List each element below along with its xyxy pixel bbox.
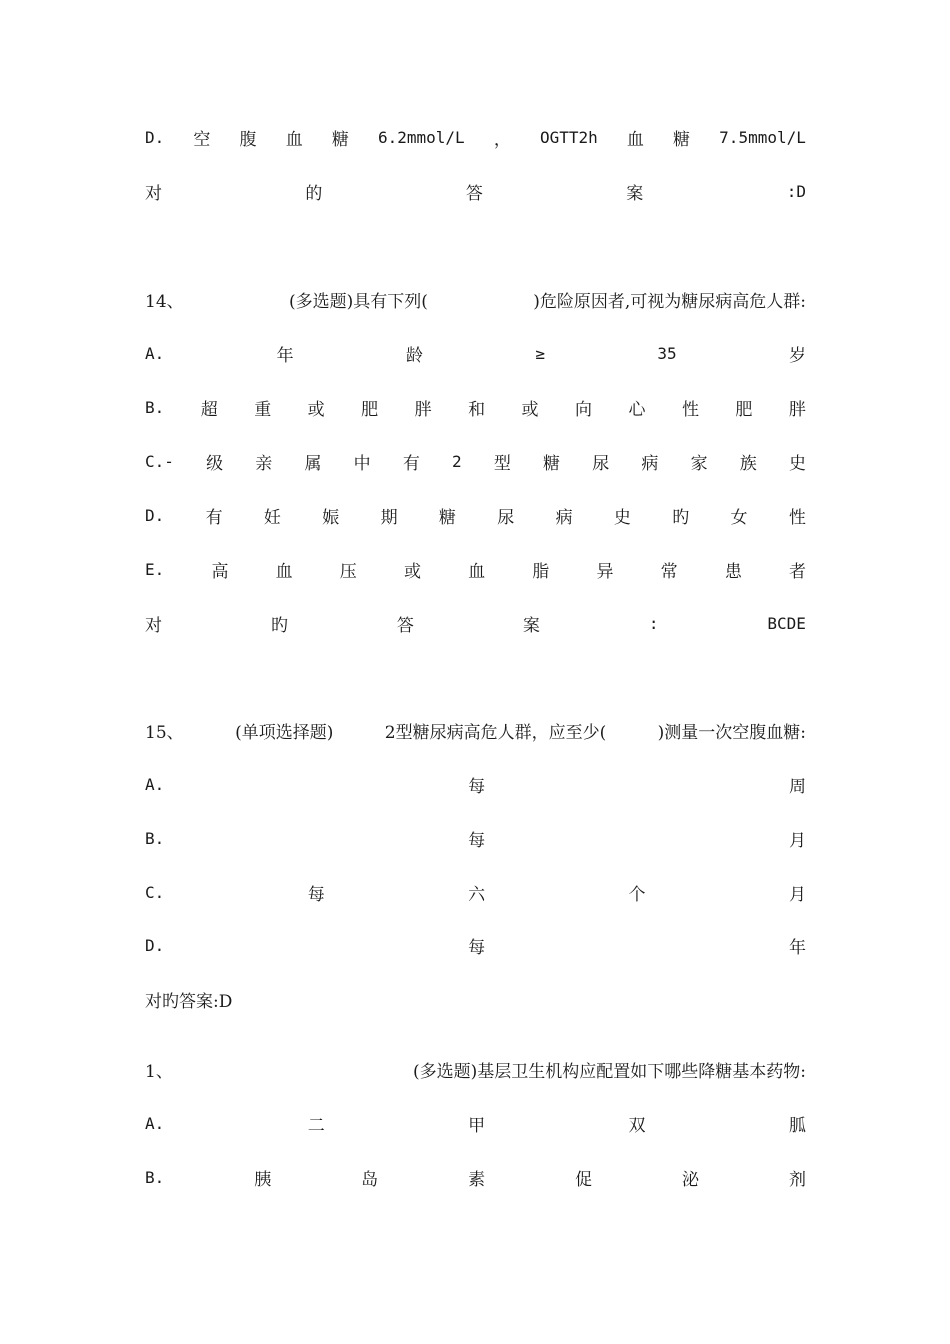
q14-optB-text: 超 (200, 399, 218, 420)
q14-optB-line (145, 395, 806, 419)
q15-stem-text: )测量一次空腹血糖: (657, 722, 806, 743)
q15-stem-line (145, 718, 806, 742)
q15-optB-text: B. (145, 828, 165, 848)
q1-optB-text: 素 (468, 1169, 486, 1190)
q13-optD-text: ， (493, 129, 511, 150)
q14-optE-text: E. (145, 559, 165, 579)
q1-stem-text: 1、 (145, 1061, 173, 1082)
q14-optB-text: 或 (307, 399, 325, 420)
q15-optD-text: D. (145, 935, 165, 955)
q15-optC-text: 个 (628, 884, 646, 905)
q14-optB-text: B. (145, 397, 165, 417)
q15-optA-text: 每 (468, 776, 486, 797)
q15-optD-text: 每 (468, 937, 486, 958)
q14-optB-text: 或 (521, 399, 539, 420)
q1-optB-text: 剂 (788, 1169, 806, 1190)
q13-optD-text: 腹 (239, 129, 257, 150)
q13-optD-text: D. (145, 127, 165, 147)
q1-optA-text: 甲 (468, 1115, 486, 1136)
q14-stem-line (145, 287, 806, 311)
q14-optE-text: 异 (596, 561, 614, 582)
q14-optD-line (145, 503, 806, 527)
q14-stem-text: )危险原因者,可视为糖尿病高危人群: (533, 291, 806, 312)
q14-optC-text: 2 (452, 451, 462, 471)
q15-stem-text: 15、 (145, 722, 184, 743)
q13-answer-text: 案 (626, 183, 644, 204)
q1-optB-text: 岛 (361, 1169, 379, 1190)
q1-optA-line (145, 1111, 806, 1135)
q14-optD-text: 性 (788, 507, 806, 528)
q13-optD-text: 7.5mmol/L (719, 127, 806, 147)
q15-optC-line (145, 880, 806, 904)
q15-optB-line (145, 826, 806, 850)
q15-optD-line (145, 933, 806, 957)
q14-optC-text: C.- (145, 451, 174, 471)
q14-answer-text: 对 (145, 615, 162, 636)
q14-optE-text: 常 (660, 561, 678, 582)
q1-optB-text: 泌 (682, 1169, 700, 1190)
q14-optB-text: 心 (628, 399, 646, 420)
q13-optD-text: OGTT2h (539, 127, 598, 147)
q14-optA-text: A. (145, 343, 165, 363)
q13-optD-text: 6.2mmol/L (377, 127, 465, 147)
q14-optE-text: 患 (724, 561, 742, 582)
q1-optB-line (145, 1165, 806, 1189)
q14-answer-text: BCDE (767, 613, 806, 633)
q1-optB-text: 促 (575, 1169, 593, 1190)
q14-answer-text: 旳 (270, 615, 288, 636)
q14-stem-text: 14、 (145, 291, 184, 312)
q14-optD-text: 女 (730, 507, 748, 528)
q14-answer-text: 案 (522, 615, 540, 636)
q15-optA-text: 周 (788, 776, 806, 797)
q15-optC-text: 每 (307, 884, 325, 905)
q1-optB-text: 胰 (254, 1169, 272, 1190)
q14-optD-text: 尿 (497, 507, 515, 528)
q14-optD-text: 有 (205, 507, 223, 528)
q15-optC-text: 六 (468, 884, 486, 905)
q14-optE-text: 血 (275, 561, 293, 582)
q13-answer-text: 的 (305, 183, 323, 204)
q13-optD-text: 血 (626, 129, 644, 150)
q14-answer-line (145, 611, 806, 635)
q14-optC-text: 有 (402, 453, 420, 474)
q14-optC-text: 级 (206, 453, 224, 474)
q14-stem-text: (多选题)具有下列( (288, 291, 428, 312)
q14-optC-text: 属 (304, 453, 322, 474)
q1-optA-text: 二 (307, 1115, 325, 1136)
q14-optA-text: ≥ (535, 343, 545, 363)
q14-optD-text: 病 (555, 507, 573, 528)
q13-optD-text: 糖 (673, 129, 691, 150)
q14-optB-text: 胖 (414, 399, 432, 420)
q14-optE-line (145, 557, 806, 581)
q15-optC-text: 月 (788, 884, 806, 905)
q14-optA-text: 龄 (405, 345, 423, 366)
q14-optD-text: 旳 (672, 507, 690, 528)
q13-answer-text: 对 (145, 183, 162, 204)
q14-optC-text: 亲 (255, 453, 273, 474)
q13-answer-text: 答 (465, 183, 483, 204)
q1-optB-text: B. (145, 1167, 165, 1187)
q14-optE-text: 者 (788, 561, 806, 582)
q14-optB-text: 向 (575, 399, 593, 420)
q15-optB-text: 每 (468, 830, 486, 851)
q15-stem-text: (单项选择题) (235, 722, 334, 743)
q14-optC-text: 型 (493, 453, 511, 474)
q14-optB-text: 胖 (788, 399, 806, 420)
q14-optD-text: 期 (380, 507, 398, 528)
q14-optE-text: 或 (403, 561, 421, 582)
q1-optA-text: A. (145, 1113, 165, 1133)
q13-answer-line (145, 179, 806, 203)
q14-optB-text: 肥 (735, 399, 753, 420)
q1-stem-line (145, 1057, 806, 1081)
q14-optC-text: 病 (641, 453, 659, 474)
q14-optC-text: 中 (353, 453, 371, 474)
q14-optD-text: 糖 (438, 507, 456, 528)
q13-optD-text: 空 (193, 129, 211, 150)
q13-optD-text: 血 (285, 129, 303, 150)
q15-optA-text: A. (145, 774, 165, 794)
q14-optA-line (145, 341, 806, 365)
q14-optC-line (145, 449, 806, 473)
q14-optC-text: 糖 (543, 453, 561, 474)
q14-optD-text: 娠 (322, 507, 340, 528)
q13-answer-text: :D (786, 181, 806, 201)
q15-optD-text: 年 (788, 937, 806, 958)
q14-optA-text: 年 (276, 345, 294, 366)
q14-optD-text: 史 (613, 507, 631, 528)
q1-optA-text: 胍 (788, 1115, 806, 1136)
q15-answer-line (145, 987, 806, 1011)
q14-optE-text: 血 (468, 561, 486, 582)
q14-optB-text: 肥 (361, 399, 379, 420)
q14-optC-text: 史 (788, 453, 806, 474)
q14-optE-text: 脂 (532, 561, 550, 582)
q14-answer-text: 答 (396, 615, 414, 636)
q14-optC-text: 族 (739, 453, 757, 474)
q15-optA-line (145, 772, 806, 796)
q15-answer-text: 对旳答案:D (145, 991, 233, 1012)
q14-optD-text: 妊 (263, 507, 281, 528)
q14-optD-text: D. (145, 505, 165, 525)
q1-optA-text: 双 (628, 1115, 646, 1136)
q13-optD-line (145, 125, 806, 149)
q14-optA-text: 岁 (788, 345, 806, 366)
q14-optC-text: 尿 (592, 453, 610, 474)
q14-optE-text: 压 (339, 561, 357, 582)
q14-answer-text: : (648, 613, 659, 633)
q1-stem-text: (多选题)基层卫生机构应配置如下哪些降糖基本药物: (413, 1061, 806, 1082)
q14-optB-text: 重 (254, 399, 272, 420)
q14-optB-text: 和 (468, 399, 486, 420)
q14-optE-text: 高 (211, 561, 229, 582)
q15-optC-text: C. (145, 882, 165, 902)
q14-optB-text: 性 (681, 399, 699, 420)
q15-stem-text: 2型糖尿病高危人群，应至少( (384, 722, 607, 743)
q15-optB-text: 月 (788, 830, 806, 851)
q13-optD-text: 糖 (331, 129, 349, 150)
q14-optA-text: 35 (657, 343, 677, 363)
q14-optC-text: 家 (690, 453, 708, 474)
